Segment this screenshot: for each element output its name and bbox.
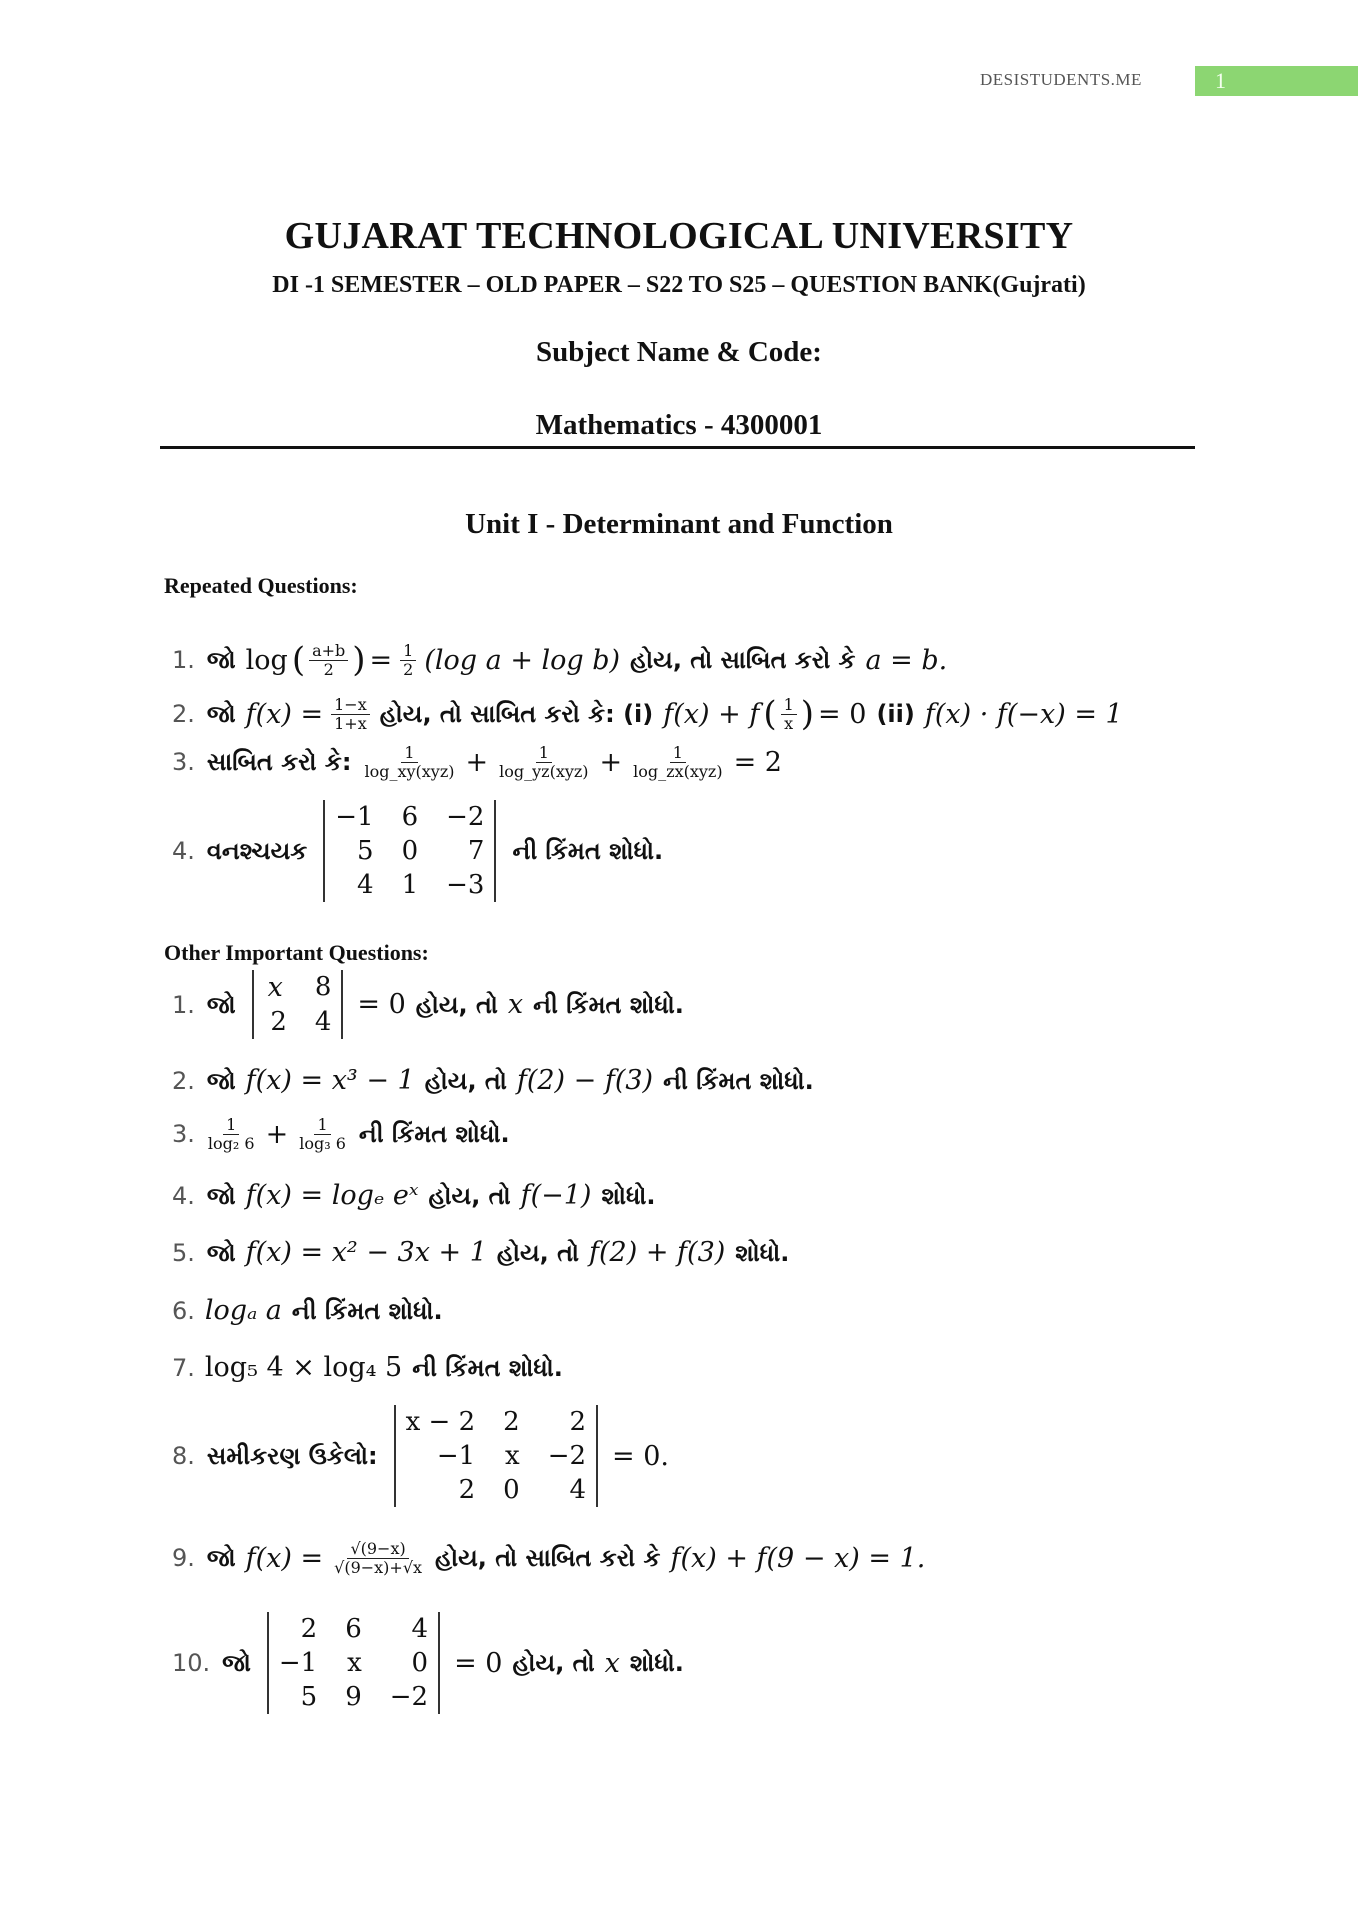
math-expression: log₅ 4 × log₄ 5 (204, 1352, 403, 1383)
math-expression: = (369, 644, 393, 676)
fraction (361, 744, 457, 780)
matrix-cell: −1 (436, 1441, 476, 1471)
determinant (267, 1612, 440, 1714)
matrix-cell: 2 (300, 1614, 318, 1644)
numerator: 1 (670, 744, 686, 763)
question-number: 5. (172, 1238, 195, 1267)
horizontal-rule (160, 446, 1195, 449)
math-expression: = 0. (612, 1440, 669, 1472)
repeated-question-4 (172, 800, 669, 902)
denominator: x (784, 713, 794, 733)
site-brand: DESISTUDENTS.ME (980, 70, 1142, 89)
question-text: શોધો. (735, 1238, 790, 1267)
question-number: 3. (172, 748, 195, 777)
math-expression: f(x) = (245, 698, 324, 730)
subject-name: Mathematics - 4300001 (535, 409, 823, 441)
numerator: 1−x (331, 696, 370, 715)
fraction (205, 1116, 258, 1152)
question-text: હોય, તો સાબિત કરો કે: (i) (379, 700, 654, 728)
repeated-question-1 (172, 640, 951, 680)
math-expression: f(−1) (520, 1180, 592, 1211)
matrix-cell: 6 (401, 802, 419, 832)
math-expression: x (604, 1647, 620, 1679)
question-number: 8. (172, 1442, 195, 1470)
math-expression: f(2) + f(3) (589, 1237, 726, 1268)
matrix-cell: 5 (300, 1682, 318, 1712)
matrix-cell: 4 (411, 1614, 429, 1644)
other-question-1 (172, 970, 690, 1039)
matrix-cell: 4 (357, 870, 374, 900)
numerator: 1 (314, 1116, 330, 1135)
question-text: વનશ્ચયક (206, 837, 308, 865)
numerator: √(9−x) (347, 1540, 408, 1559)
fraction (630, 744, 725, 780)
question-text: ની કિંમત શોધો. (533, 990, 684, 1019)
question-text: ની કિંમત શોધો. (663, 1066, 814, 1095)
denominator: 2 (403, 659, 414, 679)
matrix-cell: 8 (314, 972, 332, 1002)
math-expression: x (507, 989, 524, 1020)
determinant (394, 1405, 598, 1507)
other-question-7 (172, 1352, 569, 1383)
other-question-6 (172, 1295, 449, 1326)
question-text: જો (206, 990, 236, 1019)
matrix-cell: −3 (446, 870, 485, 900)
denominator: log_zx(xyz) (633, 761, 723, 781)
math-expression: f(x) + f (663, 698, 760, 730)
matrix-cell: 1 (401, 870, 419, 900)
question-text: (ii) (876, 700, 915, 728)
question-text: હોય, તો (512, 1649, 595, 1677)
question-text: ની કિંમત શોધો. (291, 1296, 443, 1325)
fraction (781, 696, 797, 732)
matrix-cell: −2 (446, 802, 485, 832)
question-text: ની કિંમત શોધો. (512, 837, 664, 865)
matrix-cell: 4 (569, 1475, 587, 1505)
matrix-cell: x (505, 1441, 520, 1471)
denominator: log₂ 6 (207, 1133, 255, 1153)
question-text: જો (206, 646, 236, 674)
question-text: જો (206, 700, 236, 728)
question-text: શોધો. (601, 1181, 656, 1210)
math-expression: a = b. (865, 644, 948, 676)
plus-sign: + (265, 1118, 289, 1150)
denominator: 2 (323, 659, 334, 679)
plus-sign: + (599, 746, 623, 778)
matrix-cell: 2 (270, 1007, 287, 1037)
question-text: સમીકરણ ઉકેલો: (206, 1442, 378, 1470)
other-question-8 (172, 1405, 673, 1507)
matrix-cell: 6 (345, 1614, 362, 1644)
math-expression: logₐ a (204, 1295, 282, 1326)
question-text: હોય, તો સાબિત કરો કે (435, 1544, 661, 1573)
matrix-cell: x (267, 972, 283, 1003)
question-number: 1. (172, 646, 195, 674)
other-question-4 (172, 1180, 662, 1211)
math-expression: = 0 (454, 1647, 503, 1679)
matrix-cell: 2 (569, 1407, 587, 1437)
question-text: હોય, તો (424, 1066, 507, 1095)
math-expression: log (245, 644, 288, 676)
denominator: log_yz(xyz) (499, 761, 589, 781)
repeated-questions-heading: Repeated Questions: (164, 573, 358, 598)
matrix-cell: 0 (401, 836, 419, 866)
question-number: 7. (172, 1353, 195, 1382)
repeated-question-2 (172, 694, 1127, 734)
question-text: જો (222, 1649, 251, 1677)
question-number: 2. (172, 1066, 195, 1095)
question-text: જો (206, 1066, 236, 1095)
repeated-question-3 (172, 744, 786, 780)
university-title: GUJARAT TECHNOLOGICAL UNIVERSITY (284, 215, 1074, 257)
math-expression: (log a + log b) (424, 644, 621, 676)
matrix-cell: −2 (389, 1682, 429, 1712)
fraction (400, 642, 416, 678)
matrix-cell: 7 (467, 836, 485, 866)
numerator: 1 (781, 696, 797, 715)
question-text: ની કિંમત શોધો. (412, 1353, 563, 1382)
math-expression: = 0 (357, 989, 406, 1020)
question-number: 9. (172, 1544, 195, 1573)
paren-open: ( (763, 694, 777, 734)
fraction (309, 642, 348, 678)
other-question-10 (172, 1612, 690, 1714)
numerator: 1 (223, 1116, 239, 1135)
denominator: 1+x (334, 713, 367, 733)
fraction (496, 744, 591, 780)
question-text: જો (206, 1238, 236, 1267)
matrix-cell: x − 2 (405, 1407, 476, 1437)
matrix-cell: −2 (547, 1441, 587, 1471)
question-number: 1. (172, 990, 195, 1019)
subject-label: Subject Name & Code: (536, 336, 822, 368)
question-number: 6. (172, 1296, 195, 1325)
unit-title: Unit I - Determinant and Function (465, 508, 893, 540)
math-expression: f(x) = x² − 3x + 1 (245, 1237, 487, 1268)
denominator: √(9−x)+√x (334, 1557, 423, 1577)
denominator: log₃ 6 (299, 1133, 346, 1153)
other-question-9 (172, 1540, 929, 1576)
math-expression: = 0 (818, 698, 867, 730)
matrix-cell: 2 (458, 1475, 476, 1505)
fraction (331, 1540, 425, 1576)
matrix-cell: −1 (335, 802, 374, 832)
denominator: log_xy(xyz) (364, 761, 455, 781)
matrix-cell: 5 (357, 836, 374, 866)
other-question-2 (172, 1065, 820, 1096)
question-number: 4. (172, 837, 195, 865)
matrix-cell: 0 (503, 1475, 520, 1505)
paren-close: ) (800, 694, 815, 734)
paren-open: ( (291, 640, 306, 680)
other-question-5 (172, 1237, 795, 1268)
numerator: 1 (401, 744, 417, 763)
math-expression: f(x) + f(9 − x) = 1. (670, 1542, 926, 1574)
question-text: હોય, તો (496, 1238, 580, 1267)
question-text: ની કિંમત શોધો. (358, 1120, 510, 1149)
matrix-cell: 0 (411, 1648, 429, 1678)
numerator: 1 (536, 744, 552, 763)
math-expression: f(x) = logₑ eˣ (245, 1180, 419, 1211)
other-question-3 (172, 1116, 516, 1152)
page-number-badge: 1 (1195, 66, 1358, 96)
fraction (296, 1116, 349, 1152)
math-expression: f(x) = (245, 1542, 324, 1574)
fraction (331, 696, 370, 732)
paper-subtitle: DI -1 SEMESTER – OLD PAPER – S22 TO S25 – QUESTION BANK(Gujrati) (272, 272, 1086, 298)
question-text: જો (206, 1544, 236, 1573)
question-number: 2. (172, 700, 195, 728)
numerator: a+b (309, 642, 348, 661)
matrix-cell: x (347, 1648, 362, 1678)
math-expression: = 2 (733, 746, 782, 778)
question-number: 10. (172, 1649, 211, 1677)
matrix-cell: 2 (503, 1407, 520, 1437)
paren-close: ) (352, 640, 366, 680)
plus-sign: + (465, 746, 489, 778)
question-text: સાબિત કરો કે: (206, 748, 352, 777)
question-text: હોય, તો (415, 990, 498, 1019)
matrix-cell: 9 (345, 1682, 362, 1712)
other-questions-heading: Other Important Questions: (164, 940, 429, 965)
determinant (252, 970, 344, 1039)
matrix-cell: −1 (278, 1648, 318, 1678)
numerator: 1 (400, 642, 416, 661)
question-text: જો (206, 1181, 236, 1210)
math-expression: f(2) − f(3) (516, 1065, 654, 1096)
question-text: હોય, તો સાબિત કરો કે (630, 646, 856, 674)
question-text: શોધો. (629, 1649, 684, 1677)
math-expression: f(x) · f(−x) = 1 (924, 698, 1123, 730)
question-number: 3. (172, 1120, 195, 1149)
determinant (323, 800, 496, 902)
question-text: હોય, તો (428, 1181, 511, 1210)
question-number: 4. (172, 1181, 195, 1210)
matrix-cell: 4 (314, 1007, 332, 1037)
math-expression: f(x) = x³ − 1 (245, 1065, 415, 1096)
